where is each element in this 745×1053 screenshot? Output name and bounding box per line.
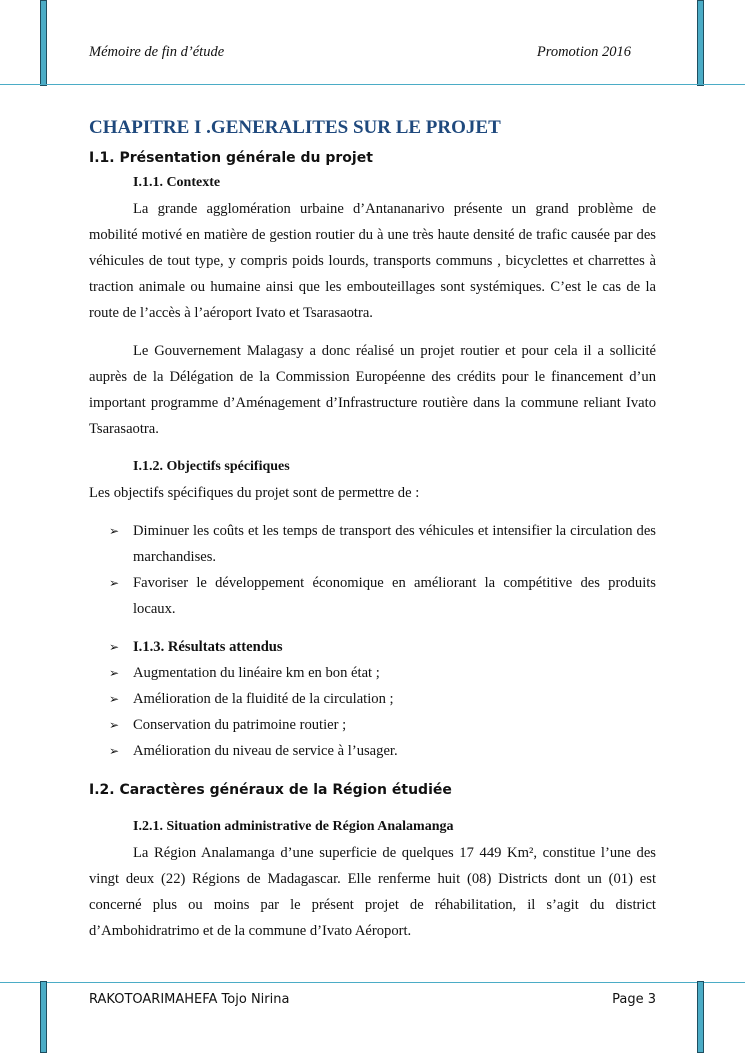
arrow-bullet-icon: ➢ <box>109 666 120 680</box>
header-left-bar <box>40 0 47 86</box>
subsection-title: I.2.1. Situation administrative de Région Analamanga <box>133 819 454 834</box>
arrow-bullet-icon: ➢ <box>109 718 120 732</box>
list-item: ➢ Favoriser le développement économique en améliorant la compétitive des produits locaux. <box>89 570 656 622</box>
list-item: ➢ Augmentation du linéaire km en bon état ; <box>89 660 656 686</box>
header-title: Mémoire de fin d’étude <box>89 44 225 60</box>
list-heading: ➢ I.1.3. Résultats attendus <box>89 634 656 660</box>
subsection-title: I.1.1. Contexte <box>133 175 221 190</box>
paragraph: La Région Analamanga d’une superficie de quelques 17 449 Km², constitue l’une des vingt deux (22) Régions de Madagascar. Elle renferme huit (08) Districts dont un (01) est concerné plus ou moins par le présent projet de réhabilitation, il s’agit du district d’Ambohidratrimo et de la commune d’Ivato Aéroport. <box>89 845 656 939</box>
paragraph: La grande agglomération urbaine d’Antananarivo présente un grand problème de mobilité motivé en matière de gestion routier du à une très haute densité de trafic causée par des véhicules de tout type, y compris poids lourds, transports communs , bicyclettes et charrettes à traction animale ou humaine ainsi que les embouteillages sont systémiques. C’est le cas de la route de l’accès à l’aéroport Ivato et Tsarasaotra. <box>89 201 656 321</box>
list-item: ➢ Diminuer les coûts et les temps de transport des véhicules et intensifier la circulation des marchandises. <box>89 518 656 570</box>
arrow-bullet-icon: ➢ <box>109 692 120 706</box>
results-list <box>89 634 656 764</box>
footer-author: RAKOTOARIMAHEFA Tojo Nirina <box>89 992 290 1007</box>
arrow-bullet-icon: ➢ <box>109 576 120 590</box>
section-title: I.1. Présentation générale du projet <box>89 150 373 166</box>
list-item: ➢ Amélioration du niveau de service à l’usager. <box>89 738 656 764</box>
list-item: ➢ Conservation du patrimoine routier ; <box>89 712 656 738</box>
section-title: I.2. Caractères généraux de la Région étudiée <box>89 782 452 798</box>
footer-rule <box>0 982 745 983</box>
page-number: Page 3 <box>612 992 656 1007</box>
header-right-bar <box>697 0 704 86</box>
page-content <box>89 116 656 944</box>
arrow-bullet-icon: ➢ <box>109 744 120 758</box>
arrow-bullet-icon: ➢ <box>109 524 120 538</box>
objectives-list <box>89 518 656 622</box>
list-item: ➢ Amélioration de la fluidité de la circulation ; <box>89 686 656 712</box>
header-promotion: Promotion 2016 <box>536 44 631 60</box>
paragraph: Les objectifs spécifiques du projet sont de permettre de : <box>89 485 420 501</box>
footer-left-bar <box>40 981 47 1053</box>
chapter-title: CHAPITRE I .GENERALITES SUR LE PROJET <box>89 117 501 138</box>
header-rule <box>0 84 745 85</box>
subsection-title: I.1.2. Objectifs spécifiques <box>133 459 290 474</box>
arrow-bullet-icon: ➢ <box>109 640 120 654</box>
footer-right-bar <box>697 981 704 1053</box>
paragraph: Le Gouvernement Malagasy a donc réalisé un projet routier et pour cela il a sollicité auprès de la Délégation de la Commission Européenne des crédits pour le financement d’un important programme d’Aménagement d’Infrastructure routière dans la commune reliant Ivato Tsarasaotra. <box>89 343 656 437</box>
